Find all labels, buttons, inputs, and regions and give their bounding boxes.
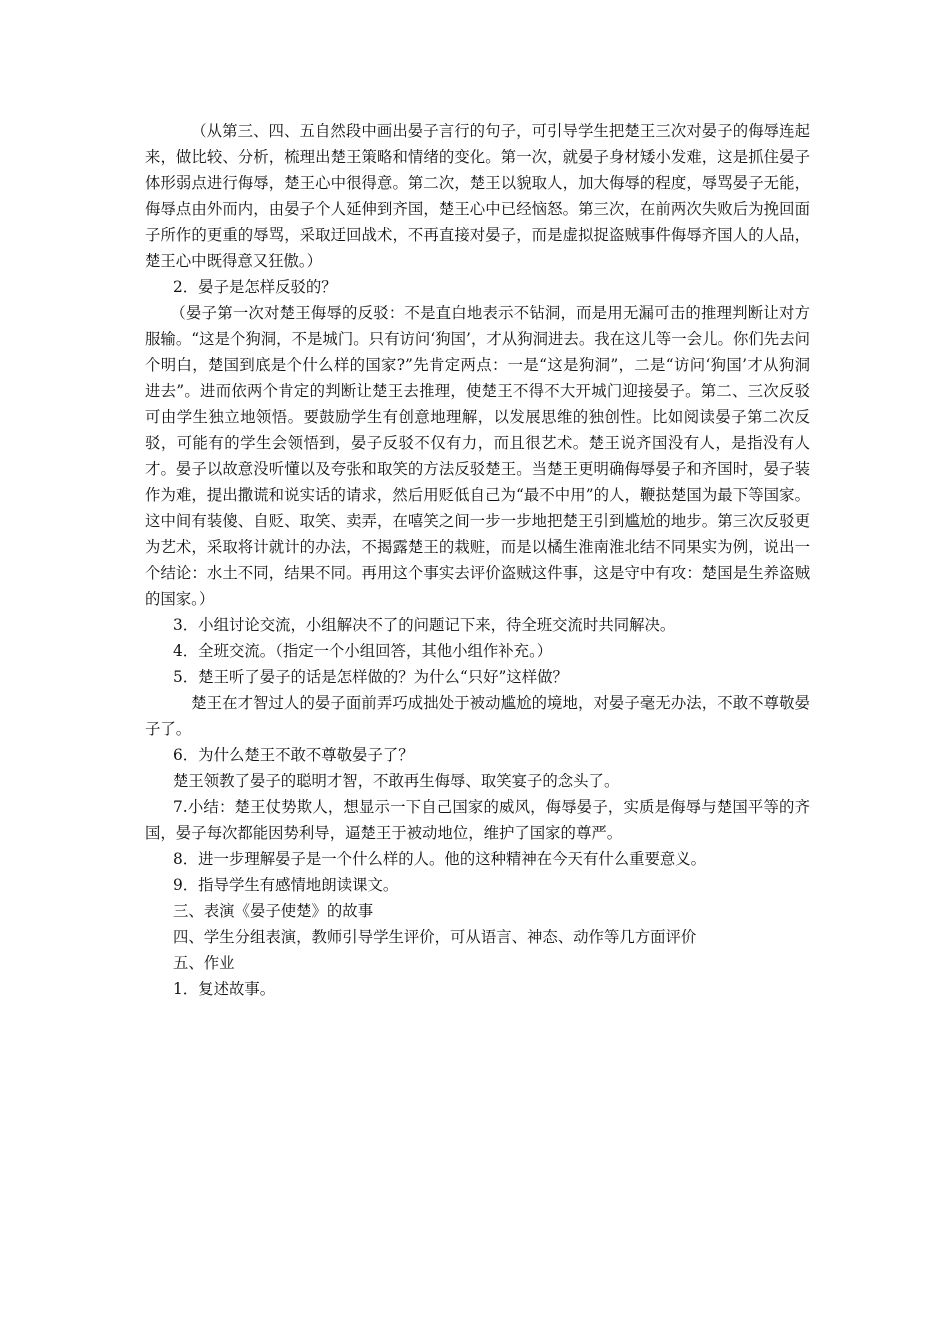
rebuttal-paragraph: （晏子第一次对楚王侮辱的反驳：不是直白地表示不钻洞，而是用无漏可击的推理判断让对方服输。“这是个狗洞，不是城门。只有访问‘狗国’，才从狗洞进去。我在这儿等一会儿。你们先去问个明白，楚国到底是个什么样的国家?”先肯定两点：一是“这是狗洞”，二是“访问‘狗国’才从狗洞进去”。进而依两个肯定的判断让楚王去推理，使楚王不得不大开城门迎接晏子。第二、三次反驳可由学生独立地领悟。要鼓励学生有创意地理解，以发展思维的独创性。比如阅读晏子第二次反驳，可能有的学生会领悟到，晏子反驳不仅有力，而且很艺术。楚王说齐国没有人，是指没有人才。晏子以故意没听懂以及夸张和取笑的方法反驳楚王。当楚王更明确侮辱晏子和齐国时，晏子装作为难，提出撒谎和说实话的请求，然后用贬低自己为“最不中用”的人，鞭挞楚国为最下等国家。这中间有装傻、自贬、取笑、卖弄，在嘻笑之间一步一步地把楚王引到尴尬的地步。第三次反驳更为艺术，采取将计就计的办法，不揭露楚王的栽赃，而是以橘生淮南淮北结不同果实为例，说出一个结论：水土不同，结果不同。再用这个事实去评价盗贼这件事，这是守中有攻：楚国是生养盗贼的国家。） [145, 304, 810, 608]
question-6: 6．为什么楚王不敢不尊敬晏子了？ [173, 746, 414, 764]
summary-7: 7.小结：楚王仗势欺人，想显示一下自己国家的威风，侮辱晏子，实质是侮辱与楚国平等的齐国，晏子每次都能因势利导，逼楚王于被动地位，维护了国家的尊严。 [145, 798, 810, 842]
section-3-heading: 三、表演《晏子使楚》的故事 [173, 902, 374, 920]
answer-5: 楚王在才智过人的晏子面前弄巧成拙处于被动尴尬的境地，对晏子毫无办法，不敢不尊敬晏子了。 [145, 694, 810, 738]
answer-6: 楚王领教了晏子的聪明才智，不敢再生侮辱、取笑宴子的念头了。 [173, 772, 620, 790]
analysis-paragraph: （从第三、四、五自然段中画出晏子言行的句子，可引导学生把楚王三次对晏子的侮辱连起来，做比较、分析，梳理出楚王策略和情绪的变化。第一次，就晏子身材矮小发难，这是抓住晏子体形弱点进行侮辱，楚王心中很得意。第二次，楚王以貌取人，加大侮辱的程度，辱骂晏子无能，侮辱点由外而内，由晏子个人延伸到齐国，楚王心中已经恼怒。第三次，在前两次失败后为挽回面子所作的更重的辱骂，采取迂回战术，不再直接对晏子，而是虚拟捉盗贼事件侮辱齐国人的人品，楚王心中既得意又狂傲。） [145, 122, 810, 270]
question-9: 9．指导学生有感情地朗读课文。 [173, 876, 399, 894]
document-page [145, 118, 810, 1002]
question-5: 5．楚王听了晏子的话是怎样做的？为什么“只好”这样做？ [173, 668, 568, 686]
section-4-heading: 四、学生分组表演，教师引导学生评价，可从语言、神态、动作等几方面评价 [173, 928, 697, 946]
question-2: 2．晏子是怎样反驳的？ [173, 278, 337, 296]
question-8: 8．进一步理解晏子是一个什么样的人。他的这种精神在今天有什么重要意义。 [173, 850, 707, 868]
question-4: 4．全班交流。（指定一个小组回答，其他小组作补充。） [173, 642, 553, 660]
homework-1: 1．复述故事。 [173, 980, 276, 998]
section-5-heading: 五、作业 [173, 954, 235, 972]
question-3: 3．小组讨论交流，小组解决不了的问题记下来，待全班交流时共同解决。 [173, 616, 676, 634]
